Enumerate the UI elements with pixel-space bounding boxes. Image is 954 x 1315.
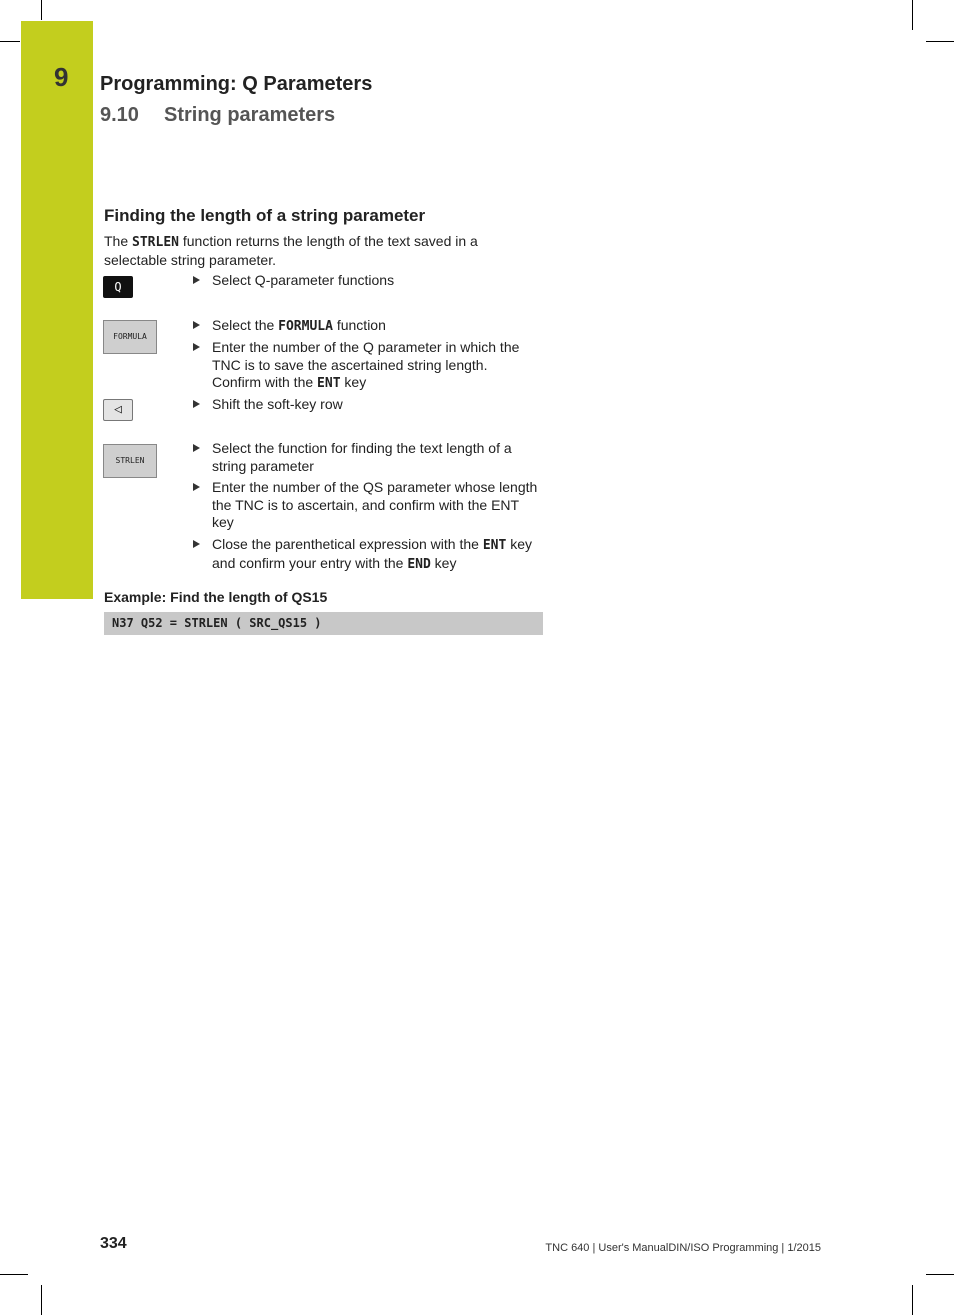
code-example: N37 Q52 = STRLEN ( SRC_QS15 ) xyxy=(104,612,543,635)
crop-mark xyxy=(41,0,42,20)
step-item: Enter the number of the Q parameter in which the TNC is to save the ascertained string length. Confirm with the ENT key xyxy=(193,339,538,393)
step-item: Select the function for finding the text length of a string parameter xyxy=(193,440,538,475)
footer-text: TNC 640 | User's ManualDIN/ISO Programming | 1/2015 xyxy=(545,1242,821,1254)
step-item: Select the FORMULA function xyxy=(193,317,538,336)
formula-softkey-icon: FORMULA xyxy=(103,320,157,354)
intro-paragraph: The STRLEN function returns the length of the text saved in a selectable string parameter. xyxy=(104,233,478,268)
page-number: 334 xyxy=(100,1235,127,1252)
bullet-arrow-icon xyxy=(193,483,200,491)
bullet-arrow-icon xyxy=(193,276,200,284)
chapter-tab xyxy=(21,21,93,599)
bullet-arrow-icon xyxy=(193,400,200,408)
strlen-softkey-icon: STRLEN xyxy=(103,444,157,478)
chapter-number: 9 xyxy=(54,62,69,92)
crop-mark xyxy=(926,1274,954,1275)
bullet-arrow-icon xyxy=(193,321,200,329)
crop-mark xyxy=(912,0,913,30)
step-item: Enter the number of the QS parameter whose length the TNC is to ascertain, and confirm with the ENT key xyxy=(193,479,538,532)
section-number: 9.10 xyxy=(100,104,139,126)
bullet-arrow-icon xyxy=(193,343,200,351)
crop-mark xyxy=(926,41,954,42)
q-key-icon: Q xyxy=(103,276,133,298)
bullet-arrow-icon xyxy=(193,540,200,548)
section-title xyxy=(100,104,335,127)
example-heading: Example: Find the length of QS15 xyxy=(104,589,328,605)
section-name: String parameters xyxy=(164,104,336,126)
subsection-heading: Finding the length of a string parameter xyxy=(104,206,426,225)
shift-softkey-row-icon: ◁ xyxy=(103,399,133,421)
chapter-title: Programming: Q Parameters xyxy=(100,73,373,95)
crop-mark xyxy=(912,1285,913,1315)
step-item: Select Q-parameter functions xyxy=(193,272,538,290)
bullet-arrow-icon xyxy=(193,444,200,452)
crop-mark xyxy=(41,1285,42,1315)
crop-mark xyxy=(0,1274,28,1275)
strlen-keyword: STRLEN xyxy=(132,235,179,250)
step-item: Shift the soft-key row xyxy=(193,396,538,414)
crop-mark xyxy=(0,41,20,42)
step-item: Close the parenthetical expression with the ENT key and confirm your entry with the END key xyxy=(193,536,538,573)
